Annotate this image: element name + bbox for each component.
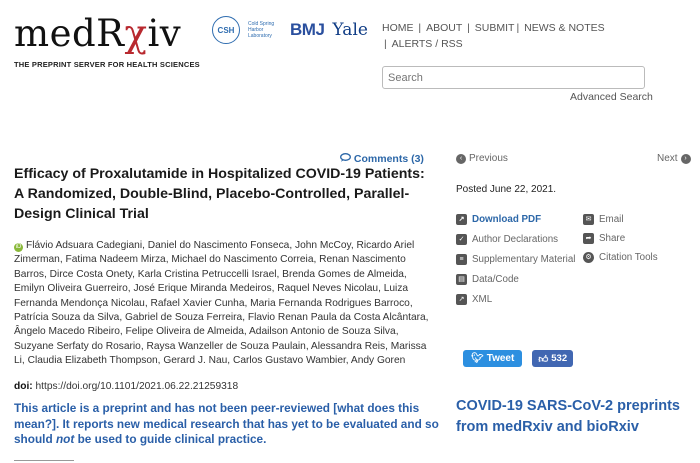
- doi-link[interactable]: https://doi.org/10.1101/2021.06.22.21259318: [35, 381, 239, 392]
- author-list: [14, 239, 439, 369]
- citation-tools-link[interactable]: ⚙ Citation Tools: [583, 250, 683, 265]
- yale-logo[interactable]: Yale: [332, 20, 368, 40]
- orcid-icon[interactable]: iD: [15, 244, 22, 250]
- social-buttons: [463, 350, 573, 367]
- doi-line: [14, 381, 238, 392]
- logo-tagline: THE PREPRINT SERVER FOR HEALTH SCIENCES: [14, 60, 200, 69]
- article-tools: [456, 212, 576, 312]
- facebook-like-button[interactable]: [532, 350, 573, 367]
- bmj-logo[interactable]: BMJ: [290, 20, 325, 39]
- tweet-button[interactable]: 🐦︎ Tweet: [463, 350, 522, 367]
- logo-wordmark: medRχiv: [14, 12, 182, 55]
- checkbox-icon: ✓: [456, 234, 467, 245]
- share-link[interactable]: ➦ Share: [583, 231, 683, 246]
- twitter-bird-icon: 🐦︎: [471, 353, 484, 364]
- email-link[interactable]: ✉ Email: [583, 212, 683, 227]
- posted-date: Posted June 22, 2021.: [456, 184, 557, 195]
- gear-icon: ⚙: [583, 252, 594, 263]
- xml-link[interactable]: ↗ XML: [456, 292, 576, 307]
- partner-logos: [212, 16, 368, 44]
- author-declarations-link[interactable]: ✓ Author Declarations: [456, 232, 576, 247]
- nav-about[interactable]: ABOUT: [426, 22, 463, 34]
- thumbs-up-icon: 👍︎: [538, 353, 549, 365]
- comments-link[interactable]: Comments (3): [340, 153, 424, 165]
- doi-label: doi:: [14, 381, 33, 392]
- download-pdf-button[interactable]: ↗ Download PDF: [456, 212, 576, 227]
- data-icon: ▤: [456, 274, 467, 285]
- nav-news-notes[interactable]: NEWS & NOTES: [524, 22, 605, 34]
- share-icon: ➦: [583, 233, 594, 244]
- email-icon: ✉: [583, 214, 594, 225]
- article-title: Efficacy of Proxalutamide in Hospitalized COVID-19 Patients: A Randomized, Double-Blind, Placebo-Controlled, Parallel-Design Clinical Trial: [14, 166, 425, 222]
- chevron-left-icon: ‹: [456, 154, 466, 164]
- advanced-search-link[interactable]: Advanced Search: [570, 91, 653, 103]
- medrxiv-logo[interactable]: [14, 14, 181, 54]
- divider: [14, 460, 74, 461]
- previous-link[interactable]: ‹ Previous: [456, 153, 508, 164]
- covid-preprints-link[interactable]: COVID-19 SARS-CoV-2 preprints from medRxiv and bioRxiv: [456, 398, 680, 435]
- preprint-notice: This article is a preprint and has not been peer-reviewed [what does this mean?]. It reports new medical research that has yet to be evaluated and so should not be used to guide clinical practice.: [14, 401, 439, 446]
- top-navigation: HOME | ABOUT | SUBMIT | NEWS & NOTES | ALERTS / RSS: [382, 22, 605, 50]
- supplementary-material-link[interactable]: ≡ Supplementary Material: [456, 252, 576, 267]
- like-count: 532: [551, 353, 568, 364]
- nav-alerts-rss[interactable]: ALERTS / RSS: [391, 38, 463, 50]
- document-icon: ≡: [456, 254, 467, 265]
- authors-text: Flávio Adsuara Cadegiani, Daniel do Nascimento Fonseca, John McCoy, Ricardo Ariel Zimerman, Fatima Nadeem Mirza, Michael do Nascimento Correia, Renan Nascimento Barros, Dirce Costa Onety, Karla Cristina Petruccelli Israel, Brenda Gomes de Almeida, Emilyn Oliveira Guerreiro, José Erique Miranda Medeiros, Raquel Neves Nicolau, Luiza Fernanda Mendonça Nicolau, Rafael Xavier Cunha, Maria Fernanda Rodrigues Barroco, Patrícia Souza da Silva, Gabriel de Souza Ferreira, Flavio Renan Paula da Costa Alcântara, Ângelo Macedo Ribeiro, Felipe Oliveira de Almeida, Adailson Antonio de Souza Silva, Suzyane Serfaty do Rosario, Raysa Wanzeller de Souza Paulain, Alessandra Reis, Marissa Li, Claudia Elizabeth Thompson, Gerard J. Nau, Carlos Gustavo Wambier, Andy Goren: [14, 240, 429, 367]
- search-input[interactable]: [382, 66, 645, 89]
- csh-logo-text: Cold Spring Harbor Laboratory: [248, 21, 275, 39]
- chevron-right-icon: ›: [681, 154, 691, 164]
- pdf-icon: ↗: [456, 214, 467, 225]
- nav-home[interactable]: HOME: [382, 22, 414, 34]
- nav-submit[interactable]: SUBMIT: [474, 22, 515, 34]
- next-link[interactable]: Next ›: [657, 153, 691, 164]
- xml-icon: ↗: [456, 294, 467, 305]
- data-code-link[interactable]: ▤ Data/Code: [456, 272, 576, 287]
- share-tools: [583, 212, 683, 269]
- csh-logo[interactable]: CSH: [212, 16, 240, 44]
